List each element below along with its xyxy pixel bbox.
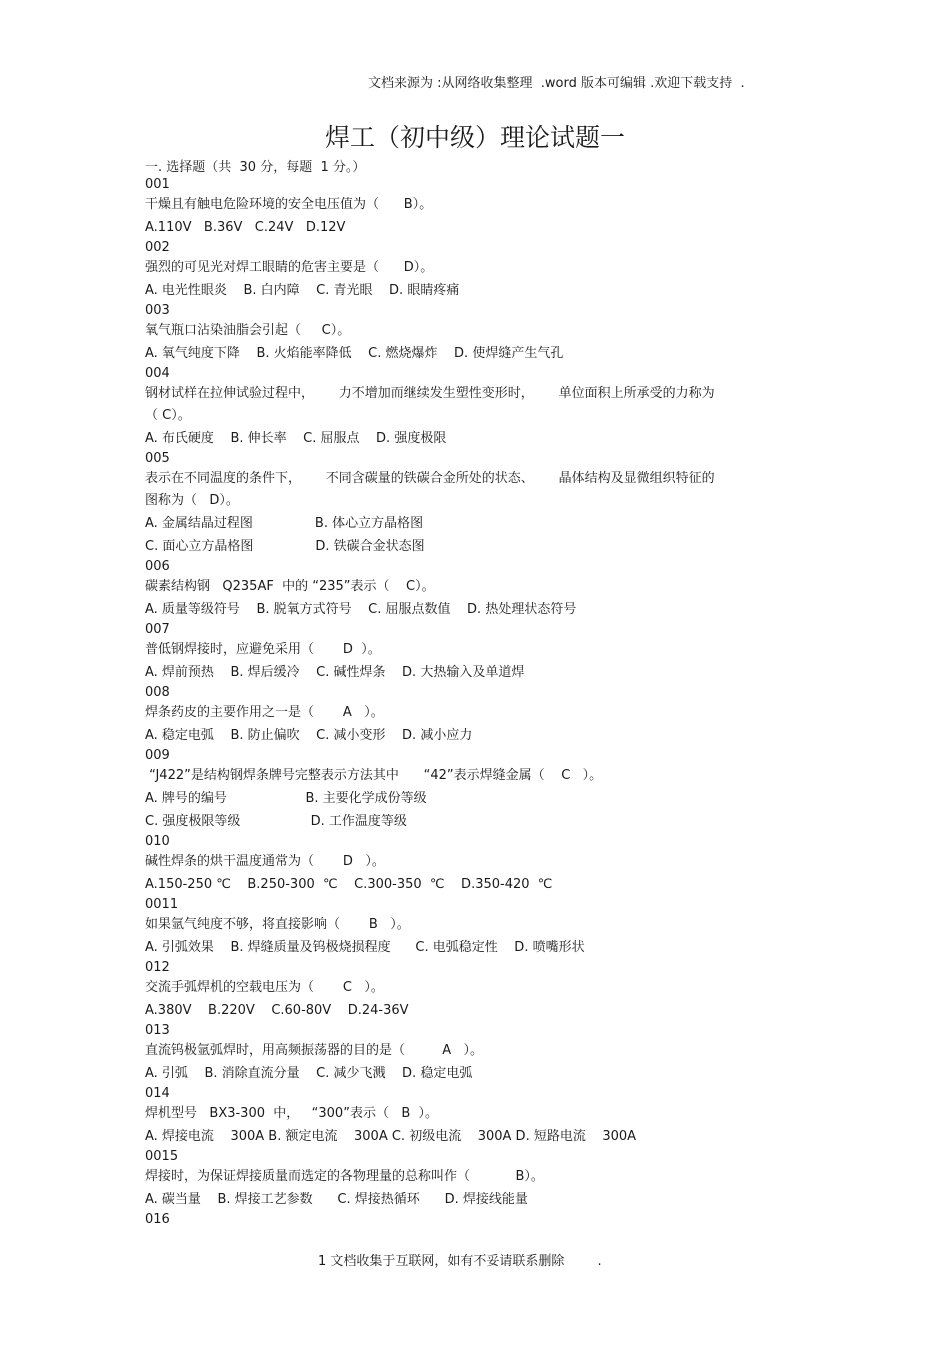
question-number: 008 — [145, 685, 170, 700]
question-stem: 碳素结构钢 Q235AF 中的 “235”表示（ C）。 — [145, 579, 435, 594]
question-item — [145, 684, 795, 747]
question-stem: 强烈的可见光对焊工眼睛的危害主要是（ D）。 — [145, 260, 434, 275]
question-number: 002 — [145, 240, 170, 255]
question-item — [145, 959, 795, 1022]
answer-options: A. 引弧 B. 消除直流分量 C. 减少飞溅 D. 稳定电弧 — [145, 1066, 473, 1081]
question-stem: 如果氩气纯度不够，将直接影响（ B ）。 — [145, 917, 410, 932]
question-stem: 碱性焊条的烘干温度通常为（ D ）。 — [145, 854, 385, 869]
answer-options: A. 焊前预热 B. 焊后缓冷 C. 碱性焊条 D. 大热输入及单道焊 — [145, 665, 525, 680]
question-number: 004 — [145, 366, 170, 381]
question-number: 013 — [145, 1023, 170, 1038]
question-stem: 直流钨极氩弧焊时，用高频振荡器的目的是（ A ）。 — [145, 1043, 483, 1058]
question-item — [145, 621, 795, 684]
page-title: 焊工（初中级）理论试题一 — [324, 123, 625, 152]
answer-options: A. 稳定电弧 B. 防止偏吹 C. 减小变形 D. 减小应力 — [145, 728, 473, 743]
question-number: 007 — [145, 622, 170, 637]
question-number: 016 — [145, 1212, 170, 1227]
section-heading: 一. 选择题（共 30 分，每题 1 分。） — [145, 160, 366, 175]
question-stem: 焊机型号 BX3-300 中， “300”表示（ B ）。 — [145, 1106, 439, 1121]
question-number: 001 — [145, 177, 170, 192]
answer-options: A. 金属结晶过程图 B. 体心立方晶格图 — [145, 516, 424, 531]
question-number: 0011 — [145, 897, 179, 912]
answer-options: A. 牌号的编号 B. 主要化学成份等级 — [145, 791, 427, 806]
answer-options: A. 质量等级符号 B. 脱氧方式符号 C. 屈服点数值 D. 热处理状态符号 — [145, 602, 577, 617]
answer-options: A. 氧气纯度下降 B. 火焰能率降低 C. 燃烧爆炸 D. 使焊缝产生气孔 — [145, 346, 564, 361]
question-stem: 焊接时，为保证焊接质量而选定的各物理量的总称叫作（ B）。 — [145, 1169, 544, 1184]
question-number: 014 — [145, 1086, 170, 1101]
question-stem: 钢材试样在拉伸试验过程中， 力不增加而继续发生塑性变形时， 单位面积上所承受的力称为 （ C）。 — [145, 386, 715, 423]
question-number: 003 — [145, 303, 170, 318]
answer-options: A. 焊接电流 300A B. 额定电流 300A C. 初级电流 300A D. 短路电流 300A — [145, 1129, 637, 1144]
question-number: 0015 — [145, 1149, 179, 1164]
page-header: 文档来源为 :从网络收集整理 .word 版本可编辑 .欢迎下载支持 . — [368, 76, 745, 91]
question-item — [145, 747, 795, 833]
question-stem: 干燥且有触电危险环境的安全电压值为（ B）。 — [145, 197, 433, 212]
question-number: 010 — [145, 834, 170, 849]
question-stem: 交流手弧焊机的空载电压为（ C ）。 — [145, 980, 384, 995]
answer-options: A.110V B.36V C.24V D.12V — [145, 220, 346, 235]
answer-options: C. 强度极限等级 D. 工作温度等级 — [145, 814, 407, 829]
question-item — [145, 365, 795, 450]
question-item — [145, 1022, 795, 1085]
question-number: 005 — [145, 451, 170, 466]
question-list — [145, 176, 795, 1229]
question-stem: “J422”是结构钢焊条牌号完整表示方法其中 “42”表示焊缝金属（ C ）。 — [145, 768, 603, 783]
question-item — [145, 450, 795, 558]
question-item — [145, 239, 795, 302]
question-item — [145, 176, 795, 239]
question-number: 012 — [145, 960, 170, 975]
answer-options: A. 电光性眼炎 B. 白内障 C. 青光眼 D. 眼睛疼痛 — [145, 283, 460, 298]
question-number: 006 — [145, 559, 170, 574]
question-item — [145, 302, 795, 365]
answer-options: C. 面心立方晶格图 D. 铁碳合金状态图 — [145, 539, 425, 554]
question-item — [145, 1211, 795, 1229]
question-stem: 表示在不同温度的条件下， 不同含碳量的铁碳合金所处的状态、 晶体结构及显微组织特征的 图称为（ D）。 — [145, 471, 715, 508]
question-stem: 焊条药皮的主要作用之一是（ A ）。 — [145, 705, 384, 720]
answer-options: A. 碳当量 B. 焊接工艺参数 C. 焊接热循环 D. 焊接线能量 — [145, 1192, 528, 1207]
page-footer: 1 文档收集于互联网，如有不妥请联系删除 . — [318, 1254, 602, 1269]
question-item — [145, 558, 795, 621]
question-stem: 普低钢焊接时，应避免采用（ D ）。 — [145, 642, 381, 657]
question-item — [145, 833, 795, 896]
answer-options: A. 布氏硬度 B. 伸长率 C. 屈服点 D. 强度极限 — [145, 431, 447, 446]
answer-options: A.150-250 ℃ B.250-300 ℃ C.300-350 ℃ D.350-420 ℃ — [145, 877, 553, 892]
question-item — [145, 1085, 795, 1148]
answer-options: A.380V B.220V C.60-80V D.24-36V — [145, 1003, 409, 1018]
question-item — [145, 896, 795, 959]
answer-options: A. 引弧效果 B. 焊缝质量及钨极烧损程度 C. 电弧稳定性 D. 喷嘴形状 — [145, 940, 585, 955]
question-stem: 氧气瓶口沾染油脂会引起（ C）。 — [145, 323, 351, 338]
question-item — [145, 1148, 795, 1211]
question-number: 009 — [145, 748, 170, 763]
